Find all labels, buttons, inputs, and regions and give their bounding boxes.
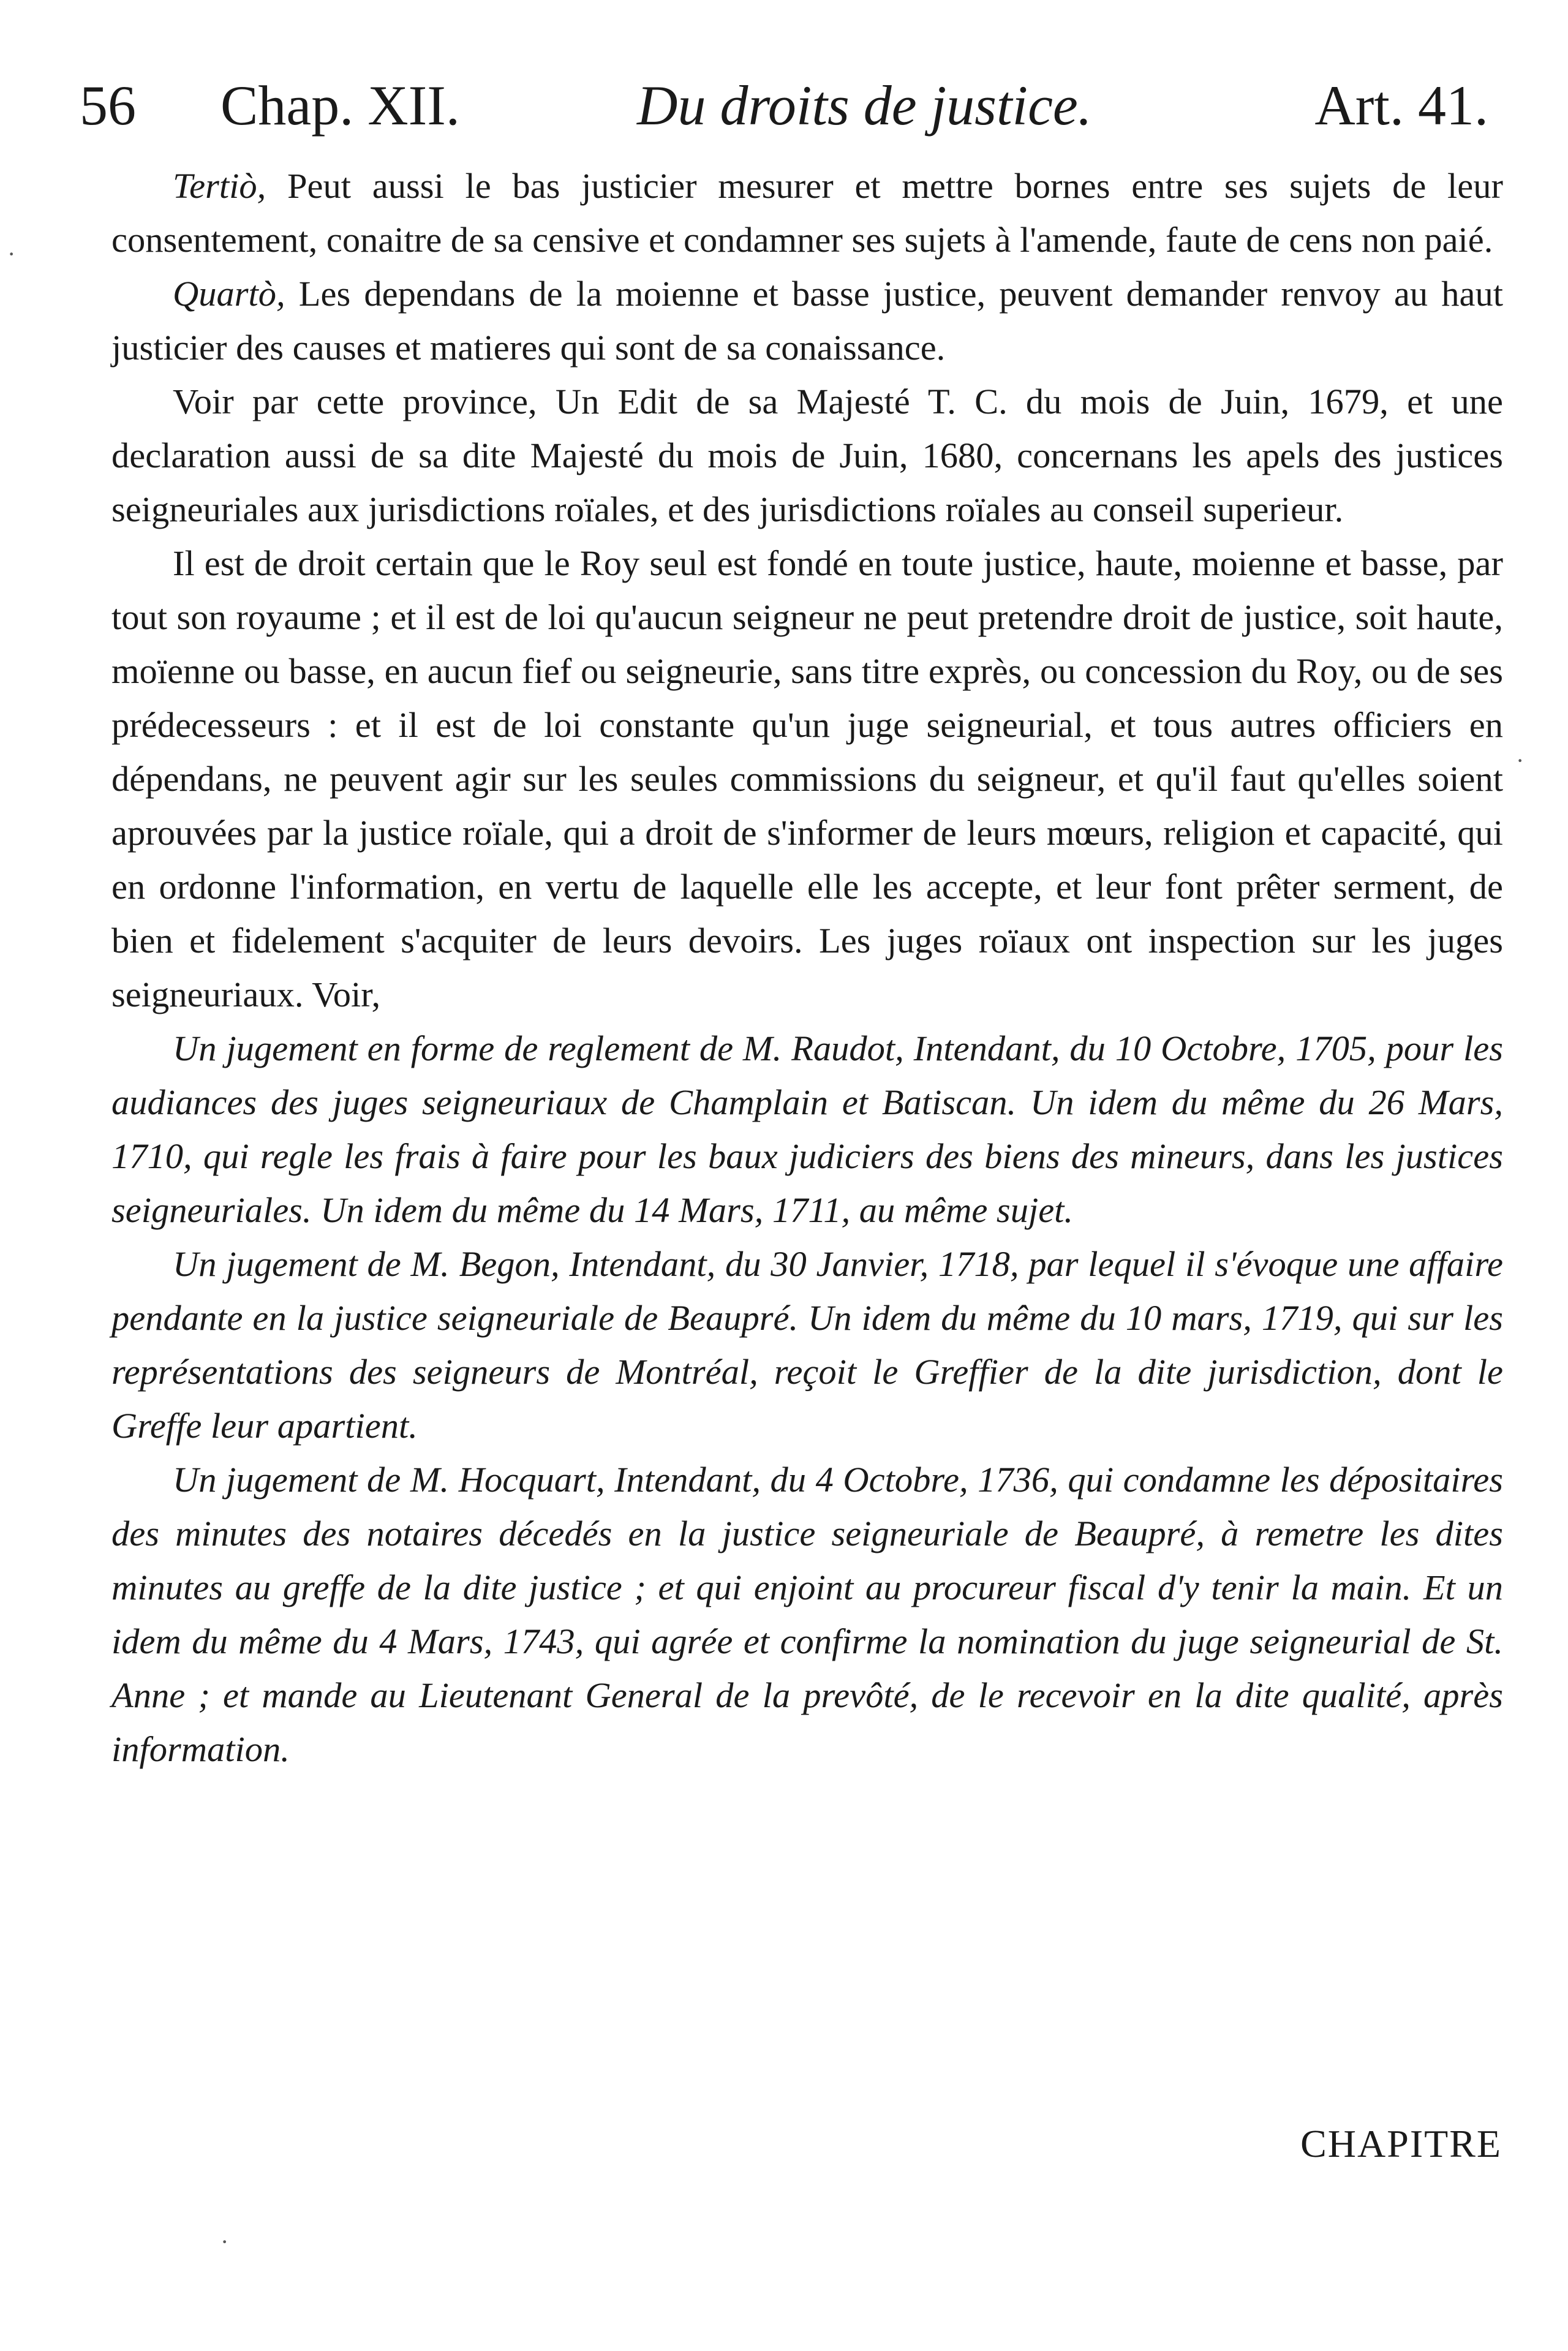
paragraph-droit-certain <box>111 537 1503 1022</box>
paragraph-raudot <box>111 1022 1503 1237</box>
article-label: Art. 41. <box>1314 74 1488 137</box>
paragraph-tertio <box>111 159 1503 267</box>
paragraph-quarto <box>111 267 1503 375</box>
paragraph-voir-province <box>111 375 1503 537</box>
paragraph-text: Les dependans de la moienne et basse justice, peuvent demander renvoy au haut justicier des causes et matieres qui sont de sa conaissance. <box>111 274 1503 368</box>
margin-speck: · <box>1516 747 1525 774</box>
body-text <box>111 159 1503 1776</box>
catchword: CHAPITRE <box>1300 2122 1502 2165</box>
page-number: 56 <box>80 74 136 137</box>
chapter-label: Chap. XII. <box>221 74 460 137</box>
paragraph-text: Un jugement de M. Begon, Intendant, du 30 Janvier, 1718, par lequel il s'évoque une affaire pendante en la justice seigneuriale de Beaupré. Un idem du même du 10 mars, 1719, qui sur les représentations des seigneurs de Montréal, reçoit le Greffier de la dite jurisdiction, dont le Greffe leur apartient. <box>111 1244 1503 1446</box>
running-title: Du droits de justice. <box>637 74 1092 137</box>
margin-speck: · <box>7 240 16 268</box>
paragraph-lead: Tertiò, <box>173 166 266 206</box>
paragraph-text: Il est de droit certain que le Roy seul est fondé en toute justice, haute, moienne et basse, par tout son royaume ; et il est de loi qu'aucun seigneur ne peut pretendre droit de justice, soit haute, moïenne ou basse, en aucun fief ou seigneurie, sans titre exprès, ou concession du Roy, ou de ses prédecesseurs : et il est de loi constante qu'un juge seigneurial, et tous autres officiers en dépendans, ne peuvent agir sur les seules commissions du seigneur, et qu'il faut qu'elles soient aprouvées par la justice roïale, qui a droit de s'informer de leurs mœurs, religion et capacité, qui en ordonne l'information, en vertu de laquelle elle les accepte, et leur font prêter serment, de bien et fidelement s'acquiter de leurs devoirs. Les juges roïaux ont inspection sur les juges seigneuriaux. Voir, <box>111 543 1503 1014</box>
paragraph-hocquart <box>111 1453 1503 1776</box>
paragraph-begon <box>111 1237 1503 1453</box>
paragraph-text: Un jugement de M. Hocquart, Intendant, du 4 Octobre, 1736, qui condamne les dépositaires des minutes des notaires décedés en la justice seigneuriale de Beaupré, à remetre les dites minutes au greffe de la dite justice ; et qui enjoint au procureur fiscal d'y tenir la main. Et un idem du même du 4 Mars, 1743, qui agrée et confirme la nomination du juge seigneurial de St. Anne ; et mande au Lieutenant General de la prevôté, de le recevoir en la dite qualité, après information. <box>111 1460 1503 1769</box>
margin-speck: · <box>221 2228 229 2255</box>
running-header <box>80 69 1488 142</box>
paragraph-text: Voir par cette province, Un Edit de sa Majesté T. C. du mois de Juin, 1679, et une declaration aussi de sa dite Majesté du mois de Juin, 1680, concernans les apels des justices seigneuriales aux jurisdictions roïales, et des jurisdictions roïales au conseil superieur. <box>111 382 1503 529</box>
paragraph-lead: Quartò, <box>173 274 285 314</box>
paragraph-text: Un jugement en forme de reglement de M. Raudot, Intendant, du 10 Octobre, 1705, pour les audiances des juges seigneuriaux de Champlain et Batiscan. Un idem du même du 26 Mars, 1710, qui regle les frais à faire pour les baux judiciers des biens des mineurs, dans les justices seigneuriales. Un idem du même du 14 Mars, 1711, au même sujet. <box>111 1028 1503 1230</box>
paragraph-text: Peut aussi le bas justicier mesurer et mettre bornes entre ses sujets de leur consentement, conaitre de sa censive et condamner ses sujets à l'amende, faute de cens non paié. <box>111 166 1503 260</box>
